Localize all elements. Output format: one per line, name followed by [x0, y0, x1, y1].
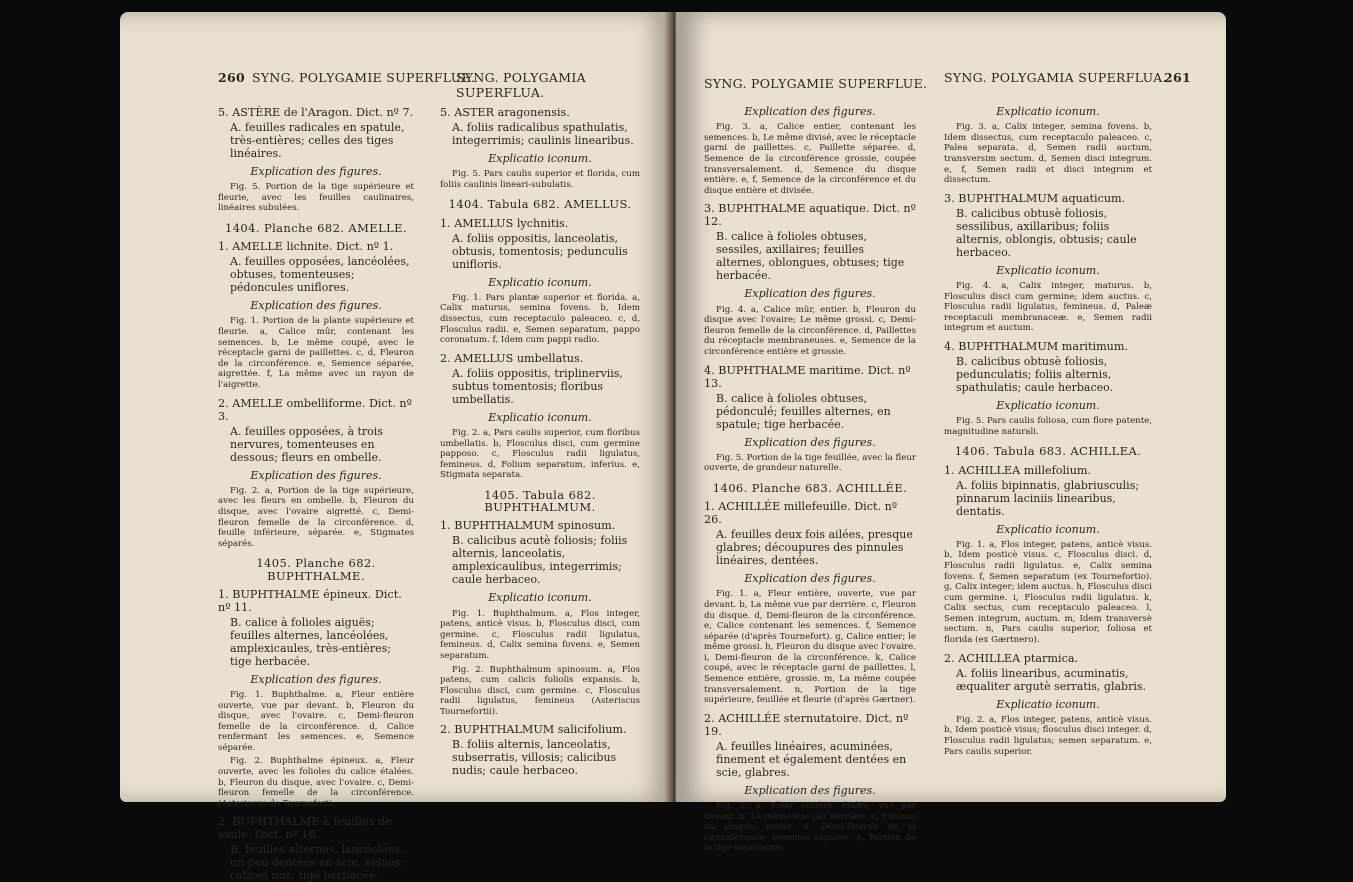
species-description: A. foliis oppositis, triplinerviis, subtus tomentosis; floribus umbellatis. [452, 366, 623, 406]
running-head-right-fr: SYNG. POLYGAMIE SUPERFLUE. [704, 76, 928, 91]
species-description: A. feuilles deux fois ailées, presque glabres; découpures des pinnules linéaires, dentées. [716, 528, 913, 568]
species-description: A. foliis bipinnatis, glabriusculis; pinnarum laciniis linearibus, dentatis. [956, 478, 1140, 518]
explanation-heading: Explicatio iconum. [488, 275, 592, 289]
figure-caption: Fig. 1. a, Fleur entière, ouverte, vue par devant. b, La même vue par derrière. c, Fleuron du disque. d, Demi-fleuron de la circonférence. e, Calice contenant les semences. f, Semence séparée (d'après Tournefort). g, Calice entier; le même grossi. h, Fleuron du disque avec l'ovaire. i, Demi-fleuron de la circonférence. k, Calice coupé, avec le réceptacle garni de paillettes. l, Semence entière, grossie. m, La même coupée transversalement. n, Portion de la tige supérieure, feuillée et fleurie (d'après Gærtner). [704, 589, 916, 706]
species-entry: 2. ACHILLEA ptarmica. [944, 651, 1079, 665]
figure-caption: Fig. 1. a, Flos integer, patens, anticè visus. b, Idem posticè visus. c, Flosculus disci. d, Flosculus radii ligulatus. e, Calix semina fovens. f, Semen separatum (ex Tournefortio). g, Calix integer; idem auctus. h, Flosculus disci cum germine. i, Flosculus radii ligulatus. k, Calix sectus, cum receptaculo paleaceo. l, Semen integrum, auctum. m, Idem transversè sectum. n, Pars caulis superior, foliosa et florida (ex Gærtnero). [944, 539, 1152, 646]
species-description: B. calicibus obtusè foliosis, sessilibus, axillaribus; foliis alternis, oblongis, obtusis; caule herbaceo. [956, 206, 1137, 259]
figure-caption: Fig. 2. a, Portion de la tige supérieure, avec les fleurs en ombelle. b, Fleuron du disque, avec l'ovaire aigretté. c, Demi-fleuron femelle de la circonférence. d, feuille inférieure, séparée. e, Stigmates séparés. [218, 485, 414, 549]
left-column-french [218, 100, 414, 882]
figure-caption: Fig. 1. Buphthalmum. a, Flos integer, patens, anticè visus. b, Flosculus disci, cum germine. c, Flosculus radii ligulatus, femineus. d, Calix semina fovens. e, Semen separatum. [440, 608, 640, 661]
species-entry: 1. BUPHTHALME épineux. Dict. nº 11. [218, 587, 402, 614]
open-book [120, 12, 1226, 882]
figure-caption: Fig. 5. Portion de la tige supérieure et fleurie, avec les feuilles caulinaires, linéaires subulées. [218, 182, 414, 214]
species-description: B. calicibus obtusè foliosis, pedunculatis; foliis alternis, spathulatis; caule herbaceo. [956, 354, 1114, 394]
explanation-heading: Explicatio iconum. [488, 152, 592, 165]
figure-caption: Fig. 5. Pars caulis foliosa, cum flore patente, magnitudine naturali. [944, 416, 1152, 437]
species-description: B. calice à folioles obtuses, sessiles, axillaires; feuilles alternes, oblongues, obtuses; tige herbacée. [716, 230, 905, 283]
figure-caption: Fig. 2. a, Pars caulis superior, cum floribus umbellatis. b, Flosculus disci, cum germine papposo. c, Flosculus radii ligulatus, femineus. d, Folium separatum, inferius. e, Stigmata separata. [440, 427, 640, 481]
explanation-heading: Explication des figures. [744, 572, 876, 586]
plate-heading: 1404. Planche 682. AMELLE. [224, 220, 408, 235]
explanation-heading: Explicatio iconum. [996, 697, 1100, 711]
species-entry: 1. ACHILLÉE millefeuille. Dict. nº 26. [704, 500, 898, 527]
explanation-heading: Explication des figures. [250, 165, 382, 178]
species-description: A. foliis oppositis, lanceolatis, obtusis, tomentosis; pedunculis unifloris. [452, 231, 628, 271]
plate-heading: 1406. Tabula 683. ACHILLEA. [954, 444, 1142, 459]
explanation-heading: Explication des figures. [250, 468, 382, 482]
species-entry: 2. AMELLE ombelliforme. Dict. nº 3. [218, 396, 412, 423]
explanation-heading: Explicatio iconum. [996, 105, 1100, 118]
figure-caption: Fig. 1. Pars plantæ superior et florida. a, Calix maturus, semina fovens. b, Idem dissectus, cum receptaculo paleaceo. c, d, Flosculus radii. e, Semen separatum, pappo coronatum. f, Idem cum pappi radio. [440, 292, 640, 346]
species-description: A. foliis radicalibus spathulatis, integerrimis; caulinis linearibus. [452, 121, 634, 147]
species-entry: 1. BUPHTHALMUM spinosum. [440, 519, 616, 533]
explanation-heading: Explication des figures. [744, 287, 876, 301]
figure-caption: Fig. 3. a, Calice entier, contenant les semences. b, Le même divisé, avec le réceptacle garni de paillettes. c, Paillette séparée. d, Semence de la circonférence grossie, coupée transversalement. d, Semence du disque entière. e, f, Semence de la circonférence et du disque entière et divisée. [704, 122, 916, 196]
left-page [120, 12, 672, 882]
species-entry: 2. ACHILLÉE sternutatoire. Dict. nº 19. [704, 711, 909, 738]
figure-caption: Fig. 2. Buphthalme épineux. a, Fleur ouverte, avec les folioles du calice étalées. b, Fleuron du disque, avec l'ovaire. c, Demi-fleuron femelle de la circonférence. (Asteriscus de Tournefort). [218, 756, 414, 809]
explanation-heading: Explication des figures. [744, 783, 876, 797]
species-entry: 1. ACHILLEA millefolium. [944, 463, 1092, 477]
species-description: A. feuilles radicales en spatule, très-entières; celles des tiges linéaires. [230, 121, 405, 160]
species-entry: 3. BUPHTHALMUM aquaticum. [944, 191, 1126, 205]
figure-caption: Fig. 2. Buphthalmum spinosum. a, Flos patens, cum calicis foliolis expansis. b, Flosculus disci, cum germine. c, Flosculus radii ligulatus, femineus (Asteriscus Tournefortii). [440, 664, 640, 717]
species-description: A. foliis linearibus, acuminatis, æqualiter argutè serratis, glabris. [956, 666, 1146, 693]
species-description: B. feuilles alternes, lancéolées, un peu dentées en scie, velues; calices nus; tige herbacée. [230, 843, 405, 882]
right-column-latin [944, 100, 1152, 792]
species-description: B. calice à folioles obtuses, pédonculé; feuilles alternes, en spatule; tige herbacée. [716, 391, 891, 431]
explanation-heading: Explicatio iconum. [996, 263, 1100, 277]
species-description: A. feuilles linéaires, acuminées, finement et également dentées en scie, glabres. [716, 739, 907, 779]
figure-caption: Fig. 5. Pars caulis superior et florida, cum foliis caulinis lineari-subulatis. [440, 169, 640, 190]
explanation-heading: Explicatio iconum. [488, 591, 592, 605]
running-head-left-la: SYNG. POLYGAMIA SUPERFLUA. [456, 70, 586, 100]
running-head-left-fr: SYNG. POLYGAMIE SUPERFLUE. [252, 70, 476, 85]
figure-caption: Fig. 2. a, Flos integer, patens, anticè visus. b, Idem posticè visus; flosculus disci integer. d, Flosculus radii ligulatus; semen separatum. e, Pars caulis superior. [944, 714, 1152, 757]
figure-caption: Fig. 2. a, Fleur entière, étalée, vue par devant. b, La même vue par derrière. c, Fleuron du disque, entier. d, Demi-fleuron de la circonférence; semence séparée. e, Portion de la tige supérieure. [704, 801, 916, 854]
figure-caption: Fig. 5. Portion de la tige feuillée, avec la fleur ouverte, de grandeur naturelle. [704, 452, 916, 474]
running-head-right-la: SYNG. POLYGAMIA SUPERFLUA. [944, 70, 1167, 85]
species-description: A. feuilles opposées, à trois nervures, tomenteuses en dessous; fleurs en ombelle. [230, 424, 383, 464]
plate-heading: 1405. Tabula 682. BUPHTHALMUM. [484, 487, 596, 515]
right-column-french [704, 100, 916, 854]
plate-heading: 1406. Planche 683. ACHILLÉE. [712, 480, 908, 495]
species-description: B. calicibus acutè foliosis; foliis alternis, lanceolatis, amplexicaulibus, integerrimis; caule herbaceo. [452, 534, 628, 587]
explanation-heading: Explicatio iconum. [996, 398, 1100, 412]
figure-caption: Fig. 1. Buphthalme. a, Fleur entière ouverte, vue par devant. b, Fleuron du disque, avec l'ovaire. c, Demi-fleuron femelle de la circonférence. d, Calice renfermant les semences. e, Semence séparée. [218, 689, 414, 753]
species-entry: 5. ASTER aragonensis. [440, 106, 570, 119]
left-column-latin [440, 100, 640, 792]
plate-heading: 1404. Tabula 682. AMELLUS. [448, 197, 632, 212]
explanation-heading: Explicatio iconum. [996, 522, 1100, 536]
species-entry: 3. BUPHTHALME aquatique. Dict. nº 12. [704, 202, 916, 229]
explanation-heading: Explicatio iconum. [488, 410, 592, 424]
explanation-heading: Explication des figures. [250, 299, 382, 313]
figure-caption: Fig. 4. a, Calix integer, maturus. b, Flosculus disci cum germine; idem auctus. c, Flosculus radii ligulatus, femineus. d, Paleæ receptaculi membranaceæ. e, Semen radii integrum et auctum. [944, 280, 1152, 334]
species-description: A. feuilles opposées, lancéolées, obtuses, tomenteuses; pédoncules uniflores. [230, 255, 410, 295]
figure-caption: Fig. 3. a, Calix integer, semina fovens. b, Idem dissectus, cum receptaculo paleaceo. c, Palea separata. d, Semen radii auctum, transversim sectum. d, Semen disci integrum. e, f, Semen radii et disci integrum et dissectum. [944, 122, 1152, 186]
figure-caption: Fig. 1. Portion de la plante supérieure et fleurie. a, Calice mûr, contenant les semences. b, Le même coupé, avec le réceptacle garni de paillettes. c, d, Fleuron de la circonférence. e, Semence séparée, aigrettée. f, La même avec un rayon de l'aigrette. [218, 316, 414, 390]
plate-heading: 1405. Planche 682. BUPHTHALME. [256, 556, 376, 583]
explanation-heading: Explication des figures. [744, 435, 876, 449]
species-entry: 2. BUPHTHALMUM salicifolium. [440, 723, 627, 737]
species-entry: 4. BUPHTHALME maritime. Dict. nº 13. [704, 363, 911, 390]
species-entry: 1. AMELLUS lychnitis. [440, 216, 569, 230]
species-entry: 2. AMELLUS umbellatus. [440, 351, 584, 365]
figure-caption: Fig. 4. a, Calice mûr, entier. b, Fleuron du disque avec l'ovaire; Le même grossi. c, Demi-fleuron femelle de la circonférence. d, Paillettes du réceptacle membraneuses. e, Semence de la circonférence entière et grossie. [704, 304, 916, 357]
species-entry: 1. AMELLE lichnite. Dict. nº 1. [218, 240, 394, 254]
right-page [676, 12, 1226, 854]
explanation-heading: Explication des figures. [744, 105, 876, 118]
explanation-heading: Explication des figures. [250, 672, 382, 686]
species-description: B. calice à folioles aiguës; feuilles alternes, lancéolées, amplexicaules, très-entières; tige herbacée. [230, 615, 391, 668]
page-number-right: 261 [1164, 70, 1191, 85]
species-entry: 2. BUPHTHALME à feuilles de saule. Dict. nº 10. [218, 815, 392, 842]
species-entry: 5. ASTÈRE de l'Aragon. Dict. nº 7. [218, 106, 414, 119]
page-number-left: 260 [218, 70, 245, 85]
species-description: B. foliis alternis, lanceolatis, subserratis, villosis; calicibus nudis; caule herbaceo. [452, 738, 617, 778]
species-entry: 4. BUPHTHALMUM maritimum. [944, 339, 1129, 353]
